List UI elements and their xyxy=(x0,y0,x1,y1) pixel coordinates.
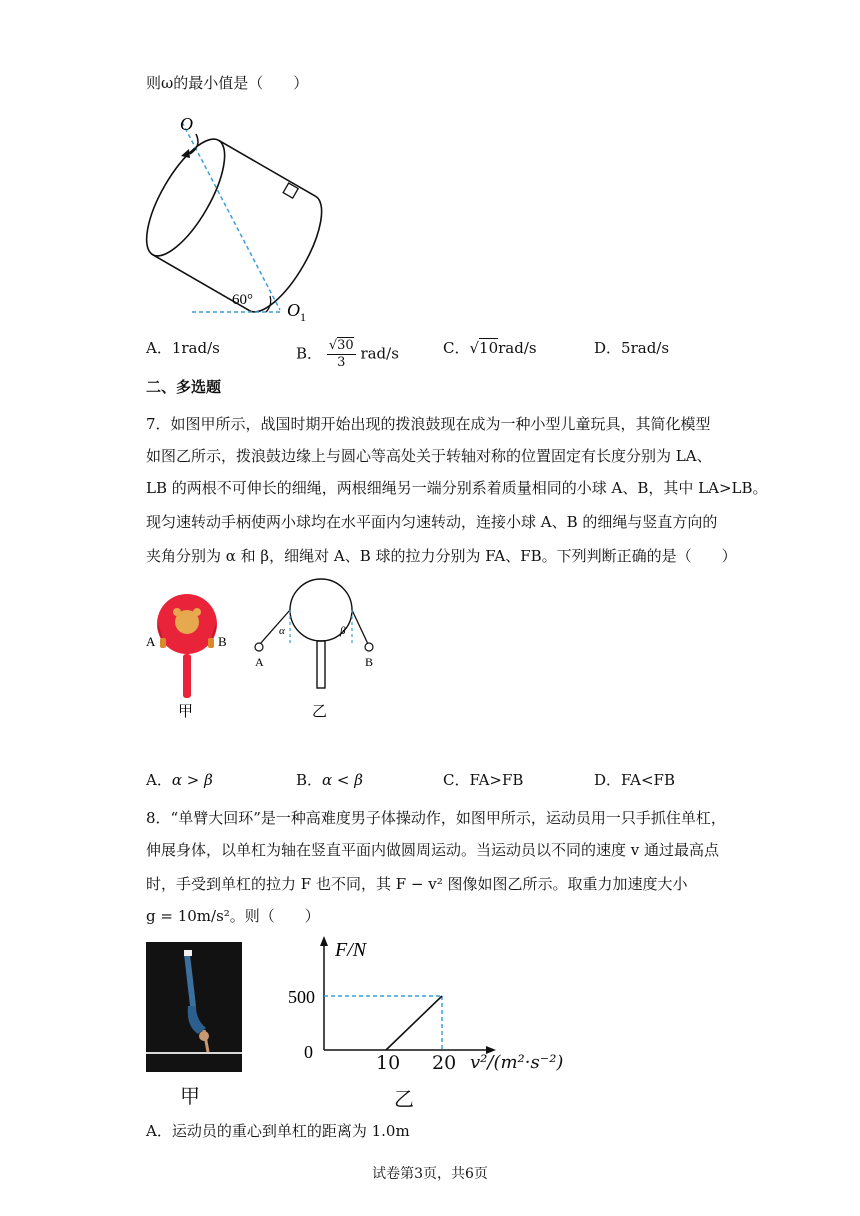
angle-label: 60° xyxy=(232,292,253,308)
gymnast-head xyxy=(199,1031,209,1041)
caption-yi-8: 乙 xyxy=(394,1087,414,1111)
toy-label-a: A xyxy=(146,634,156,649)
force-speed-graph xyxy=(288,936,570,1062)
graph-line xyxy=(386,996,442,1050)
q7-option-d: D．FA<FB xyxy=(594,771,675,789)
q6-cylinder-figure xyxy=(140,108,330,330)
drum-handle xyxy=(183,654,191,698)
ball-a xyxy=(255,643,263,651)
q6-option-d: D．5rad/s xyxy=(594,339,670,357)
q7-line-2: 如图乙所示，拨浪鼓边缘上与圆心等高处关于转轴对称的位置固定有长度分别为 LA、 xyxy=(146,447,712,465)
q7-option-c: C．FA>FB xyxy=(443,771,524,789)
model-handle xyxy=(317,641,325,688)
drum-toy-figure xyxy=(140,586,240,720)
base-label-o1: $O_1$ xyxy=(287,300,306,324)
x-axis-label: v²/(m²·s⁻²) xyxy=(470,1052,564,1073)
section-title: 二、多选题 xyxy=(146,378,222,396)
angle-beta: β xyxy=(340,625,346,637)
q8-line-4: g = 10m/s²。则（ ） xyxy=(146,907,320,925)
y-axis-label: F/N xyxy=(335,939,367,961)
angle-alpha: α xyxy=(279,625,285,637)
angle-arc xyxy=(266,296,271,312)
q7-line-5: 夹角分别为 α 和 β，细绳对 A、B 球的拉力分别为 FA、FB。下列判断正确的是（ ） xyxy=(146,547,737,565)
x-tick-10: 10 xyxy=(376,1052,401,1074)
origin-label: 0 xyxy=(304,1042,313,1062)
y-tick-500: 500 xyxy=(288,987,315,1007)
string-a xyxy=(260,610,290,644)
horizontal-bar xyxy=(146,1052,242,1054)
q7-option-b: B．α < β xyxy=(296,771,363,789)
toy-label-b: B xyxy=(218,634,227,649)
sqrt-fraction: $\frac{√30}{3}$ xyxy=(328,338,354,370)
q7-line-1: 7．如图甲所示，战国时期开始出现的拨浪鼓现在成为一种小型儿童玩具，其简化模型 xyxy=(146,415,711,433)
string-b xyxy=(352,610,368,644)
q7-option-a: A．α > β xyxy=(146,771,213,789)
cylinder-left-face xyxy=(132,128,240,266)
q8-line-2: 伸展身体，以单杠为轴在竖直平面内做圆周运动。当运动员以不同的速度 v 通过最高点 xyxy=(146,841,720,859)
q8-option-a: A．运动员的重心到单杠的距离为 1.0m xyxy=(146,1122,410,1140)
rotation-axis xyxy=(182,122,280,310)
rotation-arrowhead xyxy=(181,149,190,158)
q8-line-3: 时，手受到单杠的拉力 F 也不同，其 F − v² 图像如图乙所示。取重力加速度大小 xyxy=(146,875,688,893)
model-label-b: B xyxy=(365,655,374,669)
caption-jia: 甲 xyxy=(178,704,194,720)
x-tick-20: 20 xyxy=(432,1052,457,1074)
q6-option-b: B． $\frac{√30}{3}$ rad/s xyxy=(296,338,399,370)
caption-yi: 乙 xyxy=(312,704,328,720)
ball-b xyxy=(365,643,373,651)
q6-option-a: A．1rad/s xyxy=(146,339,220,357)
drum-model-figure xyxy=(246,574,396,724)
model-label-a: A xyxy=(255,655,264,669)
q7-line-4: 现匀速转动手柄使两小球均在水平面内匀速转动，连接小球 A、B 的细绳与竖直方向的 xyxy=(146,513,718,531)
page-footer: 试卷第3页，共6页 xyxy=(372,1166,488,1182)
axis-label-o: O xyxy=(180,114,193,134)
q6-option-c: C．√10rad/s xyxy=(443,339,537,357)
q6-question-tail: 则ω的最小值是（ ） xyxy=(146,74,309,92)
q7-line-3: LB 的两根不可伸长的细绳，两根细绳另一端分别系着质量相同的小球 A、B，其中 LA>LB。 xyxy=(146,479,768,497)
caption-jia-8: 甲 xyxy=(180,1084,200,1108)
q8-line-1: 8．“单臂大回环”是一种高难度男子体操动作，如图甲所示，运动员用一只手抓住单杠， xyxy=(146,809,726,827)
gymnast-photo xyxy=(146,942,242,1074)
